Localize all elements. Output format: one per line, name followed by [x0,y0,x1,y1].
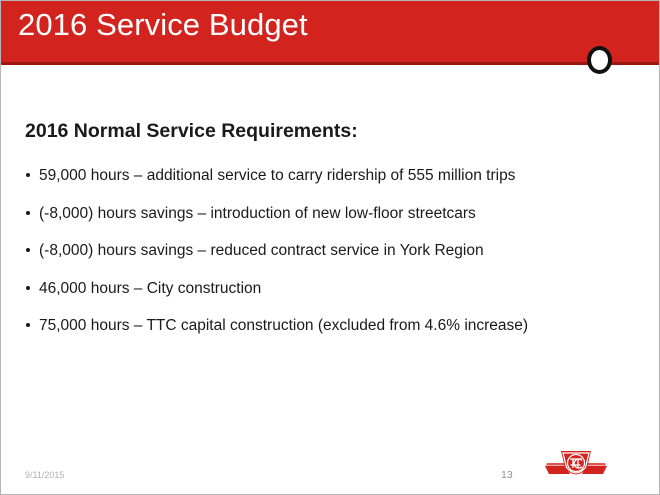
page-number: 13 [501,469,513,481]
list-item [25,167,645,184]
list-item-label: 46,000 hours – City construction [39,279,262,297]
bullet-dot-icon [26,248,30,252]
bullet-dot-icon [26,173,30,177]
list-item-label: 59,000 hours – additional service to carry ridership of 555 million trips [39,167,516,184]
bullet-dot-icon [26,323,30,327]
ttc-logo [544,446,608,482]
title-bar-underline [1,62,660,65]
list-item-label: 75,000 hours – TTC capital construction (excluded from 4.6% increase) [39,317,529,334]
page-title: 2016 Service Budget [18,7,308,42]
list-item [25,317,645,334]
footer-date: 9/11/2015 [25,470,65,480]
bullet-dot-icon [26,211,30,215]
list-item-label: (-8,000) hours savings – introduction of new low-floor streetcars [39,204,476,222]
section-heading: 2016 Normal Service Requirements: [25,120,358,142]
list-item [25,242,645,259]
list-item-label: (-8,000) hours savings – reduced contract service in York Region [39,242,484,259]
list-item [25,205,645,222]
decorative-circle-icon [587,46,612,74]
bullet-dot-icon [26,286,30,290]
list-item [25,280,645,297]
bullet-list [25,167,645,355]
